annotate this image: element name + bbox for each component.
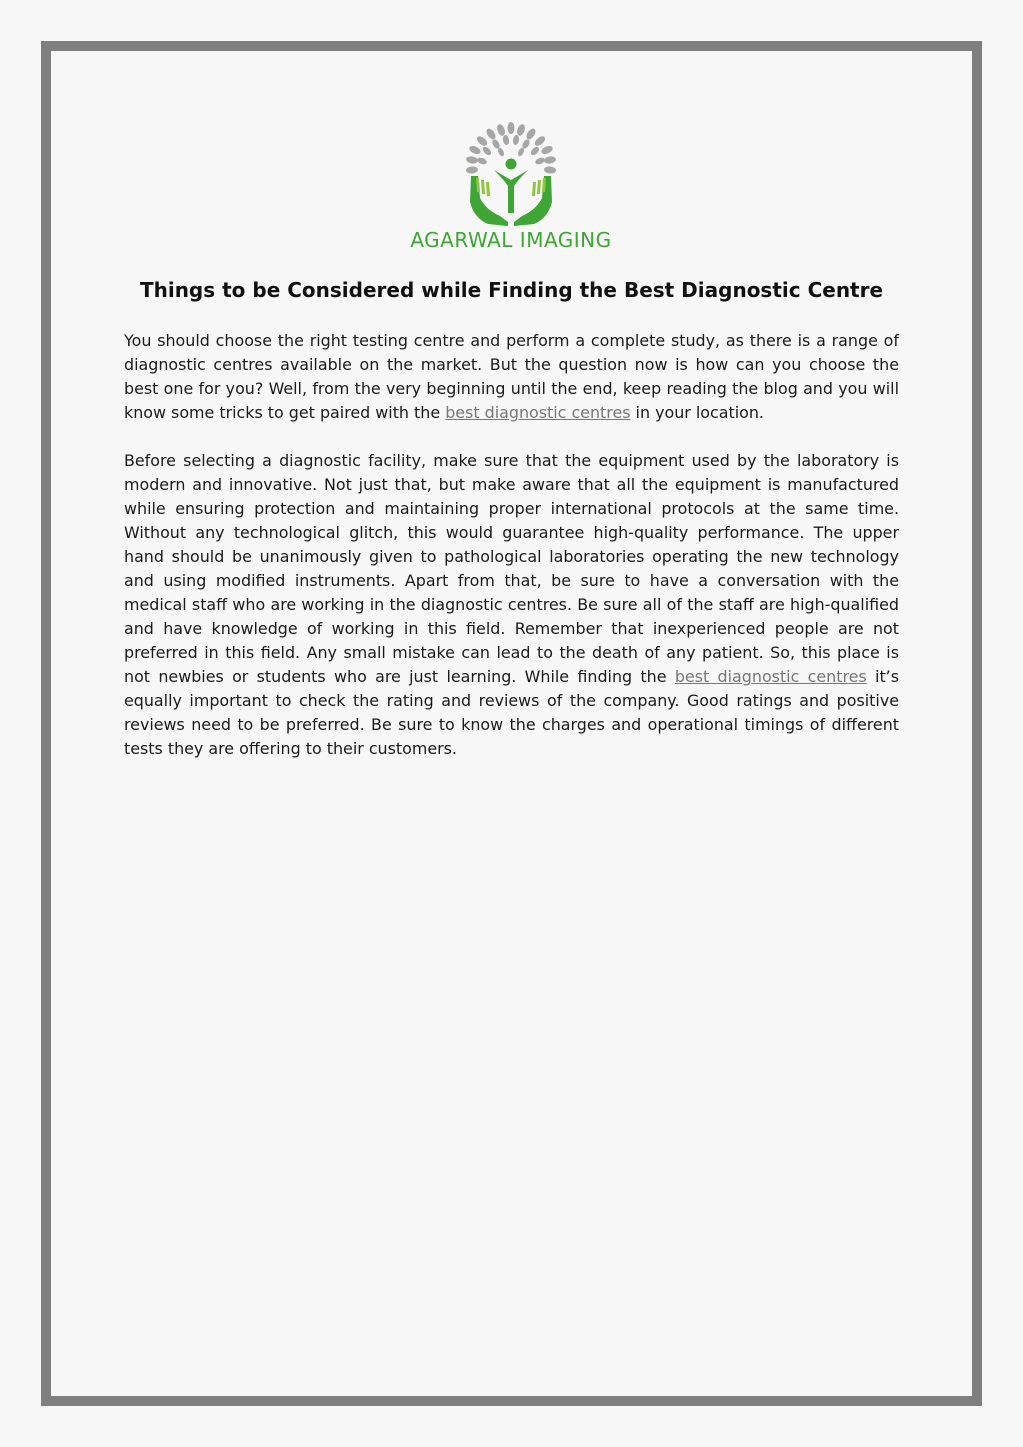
paragraph-2 [124, 449, 899, 761]
logo-text: AGARWAL IMAGING [410, 228, 612, 252]
paragraph-2-text-start: Before selecting a diagnostic facility, make sure that the equipment used by the laboratory is modern and innovative. Not just that, but make aware that all the equipment is manufactured while ensuring protection and maintaining proper international protocols at the same time. Without any technological glitch, this would guarantee high-quality performance. The upper hand should be unanimously given to pathological laboratories operating the new technology and using modified instruments. Apart from that, be sure to have a conversation with the medical staff who are working in the diagnostic centres. Be sure all of the staff are high-qualified and have knowledge of working in this field. Remember that inexperienced people are not preferred in this field. Any small mistake can lead to the death of any patient. So, this place is not newbies or students who are just learning. While finding the [124, 451, 899, 686]
paragraph-1-text-end: in your location. [630, 403, 764, 422]
paragraph-1 [124, 329, 899, 425]
paragraph-1-text-start: You should choose the right testing centre and perform a complete study, as there is a range of diagnostic centres available on the market. But the question now is how can you choose the best one for you? Well, from the very beginning until the end, keep reading the blog and you will know some tricks to get paired with the [124, 331, 899, 422]
paragraph-2-text-end: it’s equally important to check the rating and reviews of the company. Good ratings and positive reviews need to be preferred. Be sure to know the charges and operational timings of different tests they are offering to their customers. [124, 667, 900, 758]
best-diagnostic-centres-link-1[interactable]: best diagnostic centres [445, 403, 631, 422]
page-title: Things to be Considered while Finding the Best Diagnostic Centre [139, 278, 884, 302]
best-diagnostic-centres-link-2[interactable]: best diagnostic centres [674, 667, 867, 686]
article-body [124, 329, 899, 785]
